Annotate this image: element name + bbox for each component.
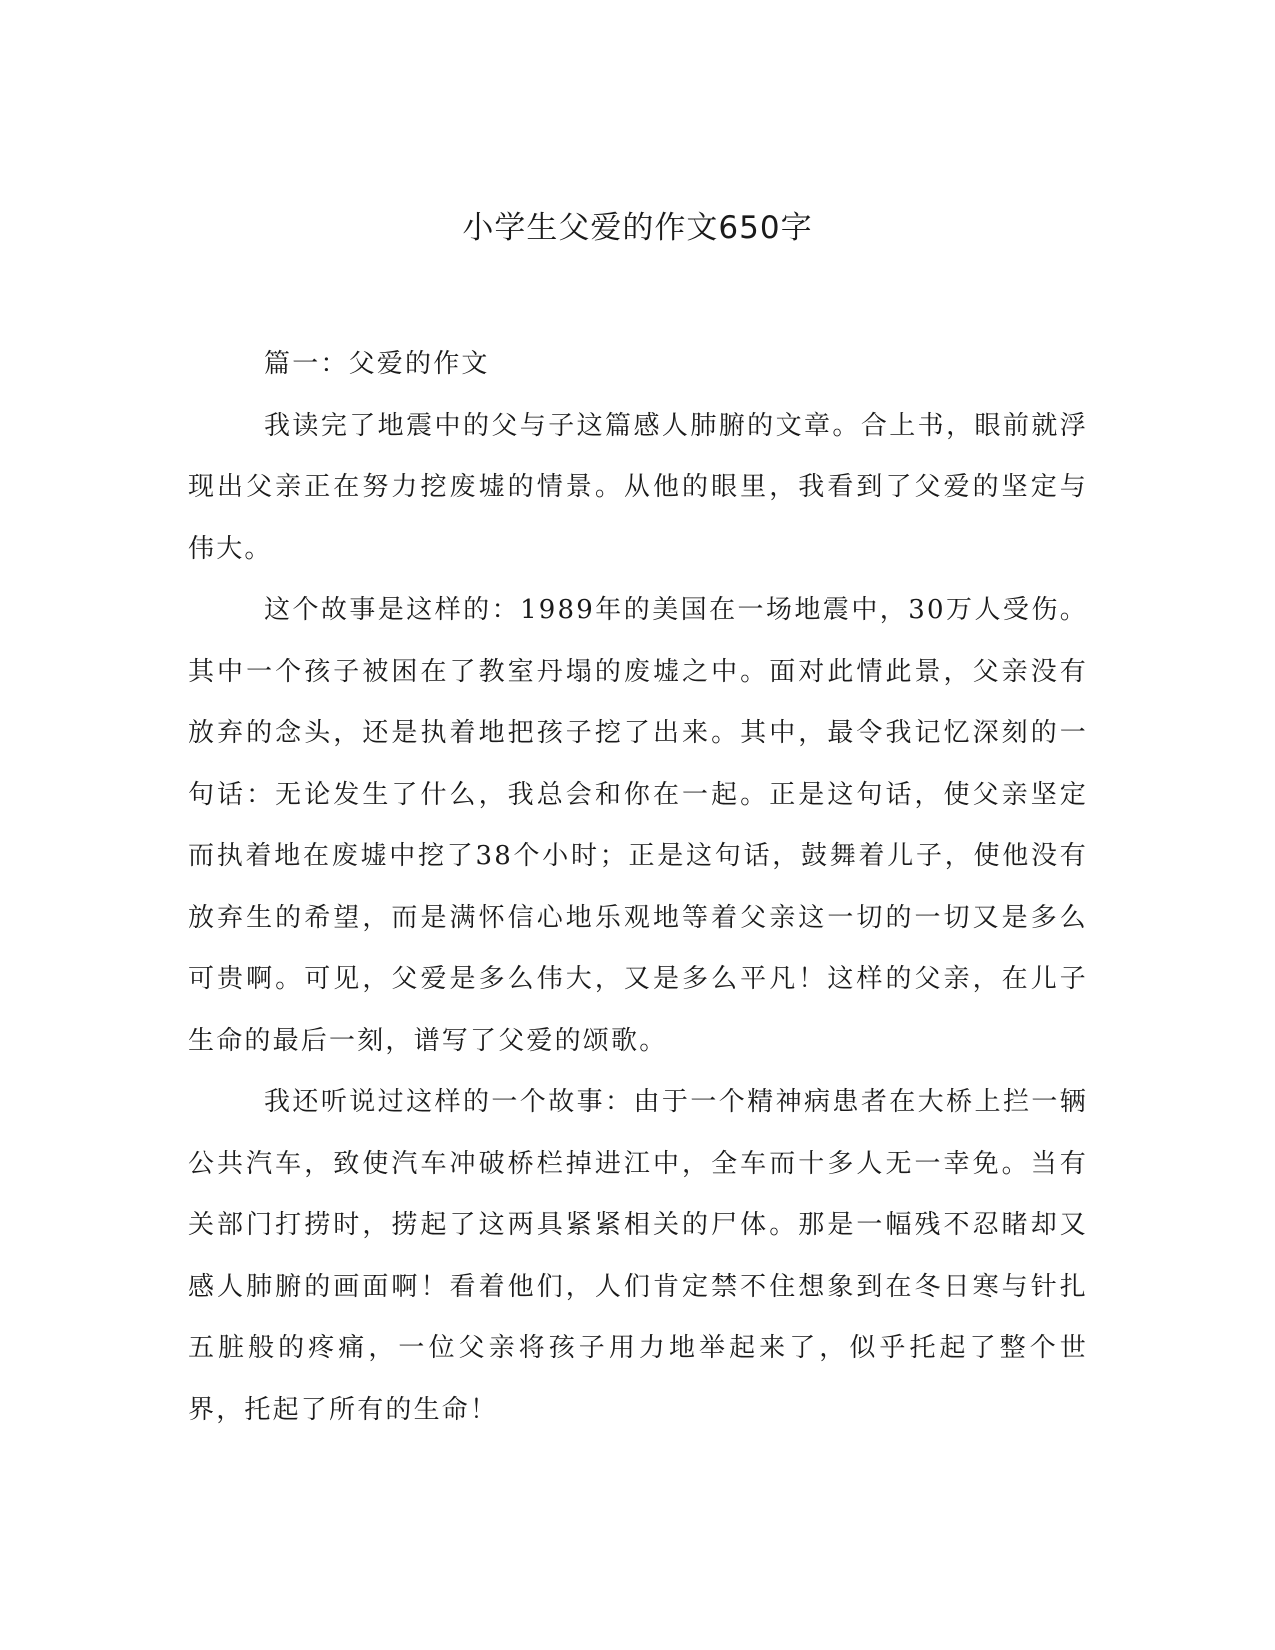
document-title: 小学生父爱的作文650字 (462, 210, 813, 246)
document-body (188, 334, 1088, 1441)
paragraph-2: 这个故事是这样的：1989年的美国在一场地震中，30万人受伤。其中一个孩子被困在了教室丹塌的废墟之中。面对此情此景，父亲没有放弃的念头，还是执着地把孩子挖了出来。其中，最令我记忆深刻的一句话：无论发生了什么，我总会和你在一起。正是这句话，使父亲坚定而执着地在废墟中挖了38个小时；正是这句话，鼓舞着儿子，使他没有放弃生的希望，而是满怀信心地乐观地等着父亲这一切的一切又是多么可贵啊。可见，父爱是多么伟大，又是多么平凡！这样的父亲，在儿子生命的最后一刻，谱写了父爱的颂歌。 (188, 595, 1088, 1056)
paragraph-3: 我还听说过这样的一个故事：由于一个精神病患者在大桥上拦一辆公共汽车，致使汽车冲破桥栏掉进江中，全车而十多人无一幸免。当有关部门打捞时，捞起了这两具紧紧相关的尸体。那是一幅残不忍睹却又感人肺腑的画面啊！看着他们，人们肯定禁不住想象到在冬日寒与针扎五脏般的疼痛，一位父亲将孩子用力地举起来了，似乎托起了整个世界，托起了所有的生命！ (188, 1087, 1088, 1425)
section-heading: 篇一：父爱的作文 (264, 349, 490, 379)
paragraph-1: 我读完了地震中的父与子这篇感人肺腑的文章。合上书，眼前就浮现出父亲正在努力挖废墟的情景。从他的眼里，我看到了父爱的坚定与伟大。 (188, 410, 1088, 564)
